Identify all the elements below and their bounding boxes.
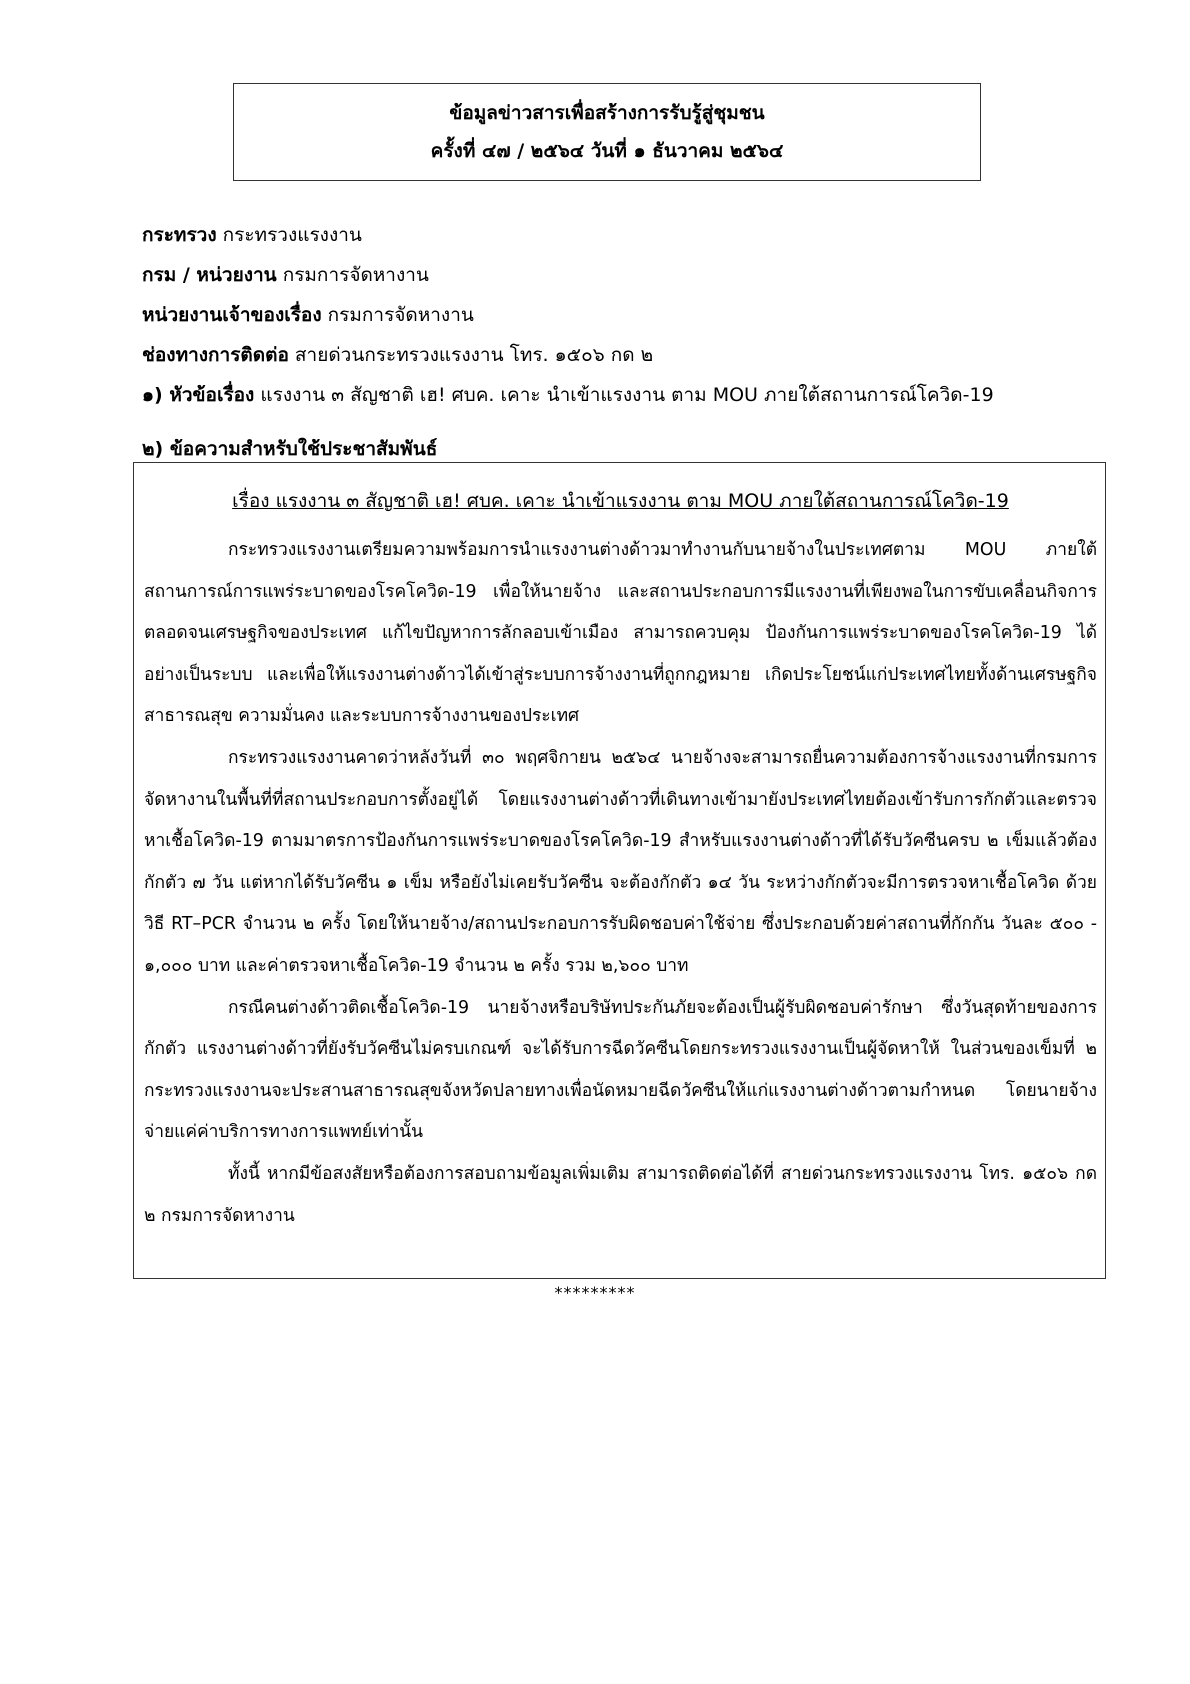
end-separator: *********: [554, 1283, 636, 1302]
meta-owner: [142, 295, 1122, 335]
document-header-box: [233, 83, 981, 181]
document-meta: [142, 215, 1122, 375]
meta-ministry-value: กระทรวงแรงงาน: [222, 224, 362, 246]
meta-contact-value: สายด่วนกระทรวงแรงงาน โทร. ๑๕๐๖ กด ๒: [294, 344, 654, 366]
meta-department-label: กรม / หน่วยงาน: [142, 264, 277, 286]
meta-contact-label: ช่องทางการติดต่อ: [142, 344, 289, 366]
press-release-paragraph-2: กระทรวงแรงงานคาดว่าหลังวันที่ ๓๐ พฤศจิกายน ๒๕๖๔ นายจ้างจะสามารถยื่นความต้องการจ้างแรงงานที่กรมการจัดหางานในพื้นที่ที่สถานประกอบการตั้งอยู่ได้ โดยแรงงานต่างด้าวที่เดินทางเข้ามายังประเทศไทยต้องเข้ารับการกักตัวและตรวจหาเชื้อโควิด-19 ตามมาตรการป้องกันการแพร่ระบาดของโรคโควิด-19 สำหรับแรงงานต่างด้าวที่ได้รับวัคซีนครบ ๒ เข็มแล้วต้องกักตัว ๗ วัน แต่หากได้รับวัคซีน ๑ เข็ม หรือยังไม่เคยรับวัคซีน จะต้องกักตัว ๑๔ วัน ระหว่างกักตัวจะมีการตรวจหาเชื้อโควิด ด้วยวิธี RT–PCR จำนวน ๒ ครั้ง โดยให้นายจ้าง/สถานประกอบการรับผิดชอบค่าใช้จ่าย ซึ่งประกอบด้วยค่าสถานที่กักกัน วันละ ๕๐๐ - ๑,๐๐๐ บาท และค่าตรวจหาเชื้อโควิด-19 จำนวน ๒ ครั้ง รวม ๒,๖๐๐ บาท: [144, 747, 1097, 976]
meta-contact: [142, 335, 1122, 375]
section-pr-heading: ๒) ข้อความสำหรับใช้ประชาสัมพันธ์: [142, 438, 438, 460]
section-topic: [142, 375, 994, 415]
press-release-paragraph-4: ทั้งนี้ หากมีข้อสงสัยหรือต้องการสอบถามข้อมูลเพิ่มเติม สามารถติดต่อได้ที่ สายด่วนกระทรวงแรงงาน โทร. ๑๕๐๖ กด ๒ กรมการจัดหางาน: [144, 1163, 1097, 1226]
press-release-box: [133, 462, 1106, 1279]
meta-owner-label: หน่วยงานเจ้าของเรื่อง: [142, 304, 322, 326]
meta-department-value: กรมการจัดหางาน: [282, 264, 429, 286]
press-release-title: เรื่อง แรงงาน ๓ สัญชาติ เฮ! ศบค. เคาะ นำเข้าแรงงาน ตาม MOU ภายใต้สถานการณ์โควิด-19: [232, 490, 1009, 512]
section-topic-label: ๑) หัวข้อเรื่อง: [142, 384, 255, 406]
document-title: ข้อมูลข่าวสารเพื่อสร้างการรับรู้สู่ชุมชน: [449, 102, 765, 124]
issue-line: ครั้งที่ ๔๗ / ๒๕๖๔ วันที่ ๑ ธันวาคม ๒๕๖๔: [430, 140, 784, 162]
meta-ministry: [142, 215, 1122, 255]
meta-department: [142, 255, 1122, 295]
section-topic-value: แรงงาน ๓ สัญชาติ เฮ! ศบค. เคาะ นำเข้าแรงงาน ตาม MOU ภายใต้สถานการณ์โควิด-19: [260, 384, 994, 406]
press-release-paragraph-3: กรณีคนต่างด้าวติดเชื้อโควิด-19 นายจ้างหรือบริษัทประกันภัยจะต้องเป็นผู้รับผิดชอบค่ารักษา ซึ่งวันสุดท้ายของการกักตัว แรงงานต่างด้าวที่ยังรับวัคซีนไม่ครบเกณฑ์ จะได้รับการฉีดวัคซีนโดยกระทรวงแรงงานเป็นผู้จัดหาให้ ในส่วนของเข็มที่ ๒ กระทรวงแรงงานจะประสานสาธารณสุขจังหวัดปลายทางเพื่อนัดหมายฉีดวัคซีนให้แก่แรงงานต่างด้าวตามกำหนด โดยนายจ้างจ่ายแค่ค่าบริการทางการแพทย์เท่านั้น: [144, 997, 1097, 1143]
meta-ministry-label: กระทรวง: [142, 224, 217, 246]
press-release-paragraph-1: กระทรวงแรงงานเตรียมความพร้อมการนำแรงงานต่างด้าวมาทำงานกับนายจ้างในประเทศตาม MOU ภายใต้สถานการณ์การแพร่ระบาดของโรคโควิด-19 เพื่อให้นายจ้าง และสถานประกอบการมีแรงงานที่เพียงพอในการขับเคลื่อนกิจการตลอดจนเศรษฐกิจของประเทศ แก้ไขปัญหาการลักลอบเข้าเมือง สามารถควบคุม ป้องกันการแพร่ระบาดของโรคโควิด-19 ได้อย่างเป็นระบบ และเพื่อให้แรงงานต่างด้าวได้เข้าสู่ระบบการจ้างงานที่ถูกกฎหมาย เกิดประโยชน์แก่ประเทศไทยทั้งด้านเศรษฐกิจสาธารณสุข ความมั่นคง และระบบการจ้างงานของประเทศ: [144, 540, 1097, 727]
meta-owner-value: กรมการจัดหางาน: [327, 304, 474, 326]
